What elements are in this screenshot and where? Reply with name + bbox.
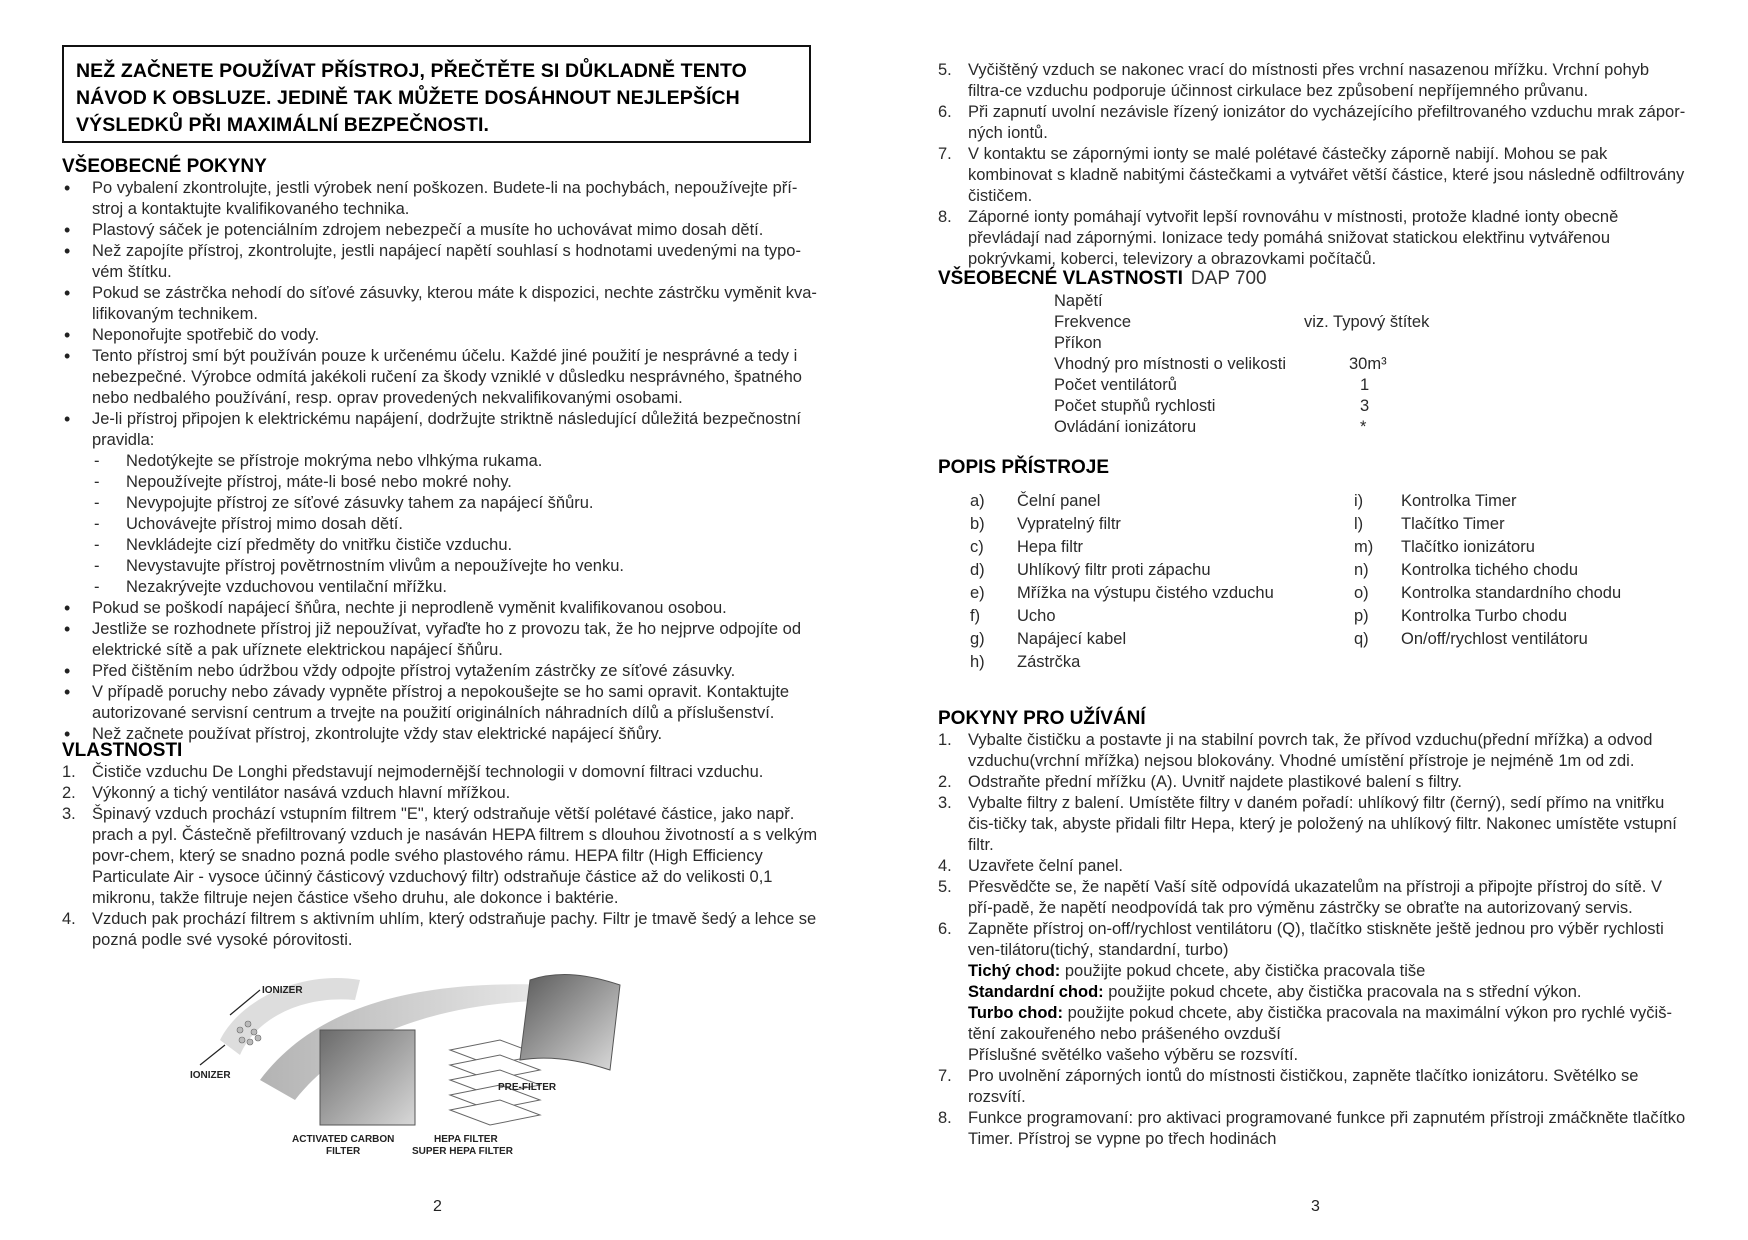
right-page <box>874 0 1748 1240</box>
list-item: - Nevkládejte cizí předměty do vnitřku čističe vzduchu. <box>94 536 513 554</box>
list-item: h) Zástrčka <box>970 653 1081 671</box>
list-item: m) Tlačítko ionizátoru <box>1354 538 1535 556</box>
list-item: 8. Funkce programovaní: pro aktivaci programované funkce při zapnutém přístroji zmáčkněte tlačítko Timer. Přístroj se vypne po třech hodinách <box>938 1109 1686 1148</box>
list-item: - Uchovávejte přístroj mimo dosah dětí. <box>94 515 403 533</box>
safety-rules <box>62 451 818 598</box>
list-item: • Než začnete používat přístroj, zkontrolujte vždy stav elektrické napájecí šňůry. <box>62 724 818 745</box>
specs-table <box>1054 291 1614 438</box>
list-item: - Nezakrývejte vzduchovou ventilační mřížku. <box>94 578 447 596</box>
carbon-label-1: ACTIVATED CARBON <box>292 1134 395 1145</box>
hepa-label-2: SUPER HEPA FILTER <box>412 1146 513 1157</box>
list-item: g) Napájecí kabel <box>970 630 1127 648</box>
usage-list <box>938 730 1690 1150</box>
description-heading: POPIS PŘÍSTROJE <box>938 457 1110 478</box>
list-item: - Nevypojujte přístroj ze síťové zásuvky tahem za napájecí šňůru. <box>94 494 594 512</box>
list-item: 7. Pro uvolnění záporných iontů do místnosti čističkou, zapněte tlačítko ionizátoru. Světélko se rozsvítí. <box>938 1067 1639 1106</box>
list-item: 6. Zapněte přístroj on-off/rychlost ventilátoru (Q), tlačítko stiskněte ještě jednou pro výběr rychlosti ven-tilátoru(tichý, standardní, turbo) <box>938 920 1664 959</box>
list-item: e) Mřížka na výstupu čistého vzduchu <box>970 584 1274 602</box>
list-item: 5. Přesvědčte se, že napětí Vaší sítě odpovídá ukazatelům na přístroji a připojte přístroj do sítě. V pří-padě, že napětí neodpovídá tak pro výměnu zástrčky se obraťte na autorizovaný servis. <box>938 878 1662 917</box>
ionizer-label-left: IONIZER <box>190 1070 231 1081</box>
spec-row: Vhodný pro místnosti o velikosti 30m³ <box>1054 355 1387 373</box>
list-item: 4. Uzavřete čelní panel. <box>938 857 1124 875</box>
list-item: d) Uhlíkový filtr proti zápachu <box>970 561 1211 579</box>
features-continued <box>938 60 1690 270</box>
mode-note: Příslušné světélko vašeho výběru se rozsvítí. <box>968 1046 1299 1064</box>
filtration-diagram <box>180 960 640 1170</box>
spec-row: Frekvence viz. Typový štítek <box>1054 313 1430 331</box>
page-number: 2 <box>433 1198 442 1215</box>
carbon-label-2: FILTER <box>326 1146 361 1157</box>
list-item: 5. Vyčištěný vzduch se nakonec vrací do místnosti přes vrchní nasazenou mřížku. Vrchní pohyb filtra-ce vzduchu podporuje účinnost cirkulace bez způsobení nepříjemného průvanu. <box>938 61 1650 100</box>
list-item: 1. Čističe vzduchu De Longhi představují nejmodernější technologii v domovní filtraci vzduchu. <box>62 763 764 781</box>
list-item: • Před čištěním nebo údržbou vždy odpojte přístroj vytažením zástrčky ze síťové zásuvky. <box>62 661 818 682</box>
list-item: • Jestliže se rozhodnete přístroj již nepoužívat, vyřaďte ho z provozu tak, že ho nejprve odpojíte od elektrické sítě a pak uříznete elektrickou napájecí šňůru. <box>62 619 818 661</box>
ionizer-label-top: IONIZER <box>262 985 303 996</box>
list-item: 2. Odstraňte přední mřížku (A). Uvnitř najdete plastikové balení s filtry. <box>938 773 1462 791</box>
features-list <box>62 762 818 951</box>
list-item: • Plastový sáček je potenciálním zdrojem nebezpečí a musíte ho uchovávat mimo dosah dětí. <box>62 220 818 241</box>
list-item: 2. Výkonný a tichý ventilátor nasává vzduch hlavní mřížkou. <box>62 784 511 802</box>
list-item: • Po vybalení zkontrolujte, jestli výrobek není poškozen. Budete-li na pochybách, nepoužívejte pří-stroj a kontaktujte kvalifikovaného technika. <box>62 178 818 220</box>
spec-row: Příkon <box>1054 334 1102 352</box>
list-item: 1. Vybalte čističku a postavte ji na stabilní povrch tak, že přívod vzduchu(přední mřížka) a odvod vzduchu(vrchní mřížka) nejsou blokovány. Vhodné umístění přístroje je nejméně 1m od zdi. <box>938 731 1653 770</box>
general-instructions-heading: VŠEOBECNÉ POKYNY <box>62 156 267 177</box>
list-item: q) On/off/rychlost ventilátoru <box>1354 630 1588 648</box>
spec-row: Ovládání ionizátoru * <box>1054 418 1367 436</box>
list-item: a) Čelní panel <box>970 492 1101 510</box>
list-item: o) Kontrolka standardního chodu <box>1354 584 1622 602</box>
usage-heading: POKYNY PRO UŽÍVÁNÍ <box>938 708 1146 729</box>
spec-row: Počet stupňů rychlosti 3 <box>1054 397 1370 415</box>
specs-heading: VŠEOBECNÉ VLASTNOSTI DAP 700 <box>938 268 1267 289</box>
speed-modes <box>938 961 1690 1066</box>
list-item: • V případě poruchy nebo závady vypněte přístroj a nepokoušejte se ho sami opravit. Kontaktujte autorizované servisní centrum a trvejte na použití originálních náhradních dílů a příslušenství. <box>62 682 818 724</box>
list-item: - Nevystavujte přístroj povětrnostním vlivům a nepoužívejte ho venku. <box>94 557 624 575</box>
list-item: 6. Při zapnutí uvolní nezávisle řízený ionizátor do vycházejícího přefiltrovaného vzduchu mrak zápor-ných iontů. <box>938 103 1686 142</box>
list-item: - Nedotýkejte se přístroje mokrýma nebo vlhkýma rukama. <box>94 452 543 470</box>
prefilter-shape <box>520 975 620 1070</box>
list-item: b) Vypratelný filtr <box>970 515 1121 533</box>
list-item: 3. Špinavý vzduch prochází vstupním filtrem "E", který odstraňuje větší polétavé částice, jako např. prach a pyl. Částečně přefiltrovaný vzduch je nasáván HEPA filtrem s dlouhou životností a s velkým povr-chem, který se snadno pozná podle svého plastového rámu. HEPA filtr (High Efficiency Particulate Air - vysoce účinný částicový vzduchový filtr) odstraňuje částice až do velikosti 0,1 mikronu, takže filtruje nejen částice všeho druhu, ale dokonce i baktérie. <box>62 805 818 907</box>
spec-row: Napětí <box>1054 292 1103 310</box>
hepa-label-1: HEPA FILTER <box>434 1134 498 1145</box>
list-item: i) Kontrolka Timer <box>1354 492 1517 510</box>
list-item: • Pokud se zástrčka nehodí do síťové zásuvky, kterou máte k dispozici, nechte zástrčku vyměnit kva-lifikovaným technikem. <box>62 283 818 325</box>
list-item: f) Ucho <box>970 607 1056 625</box>
list-item: 4. Vzduch pak prochází filtrem s aktivním uhlím, který odstraňuje pachy. Filtr je tmavě šedý a lehce se pozná podle své vysoké pórovitosti. <box>62 910 817 949</box>
carbon-filter-shape <box>320 1030 415 1125</box>
mode-item: Tichý chod: použijte pokud chcete, aby čistička pracovala tiše <box>968 962 1426 980</box>
list-item: p) Kontrolka Turbo chodu <box>1354 607 1568 625</box>
list-item: l) Tlačítko Timer <box>1354 515 1505 533</box>
page-number: 3 <box>1311 1198 1320 1215</box>
prefilter-label: PRE-FILTER <box>498 1082 557 1093</box>
list-item: 8. Záporné ionty pomáhají vytvořit lepší rovnováhu v místnosti, protože kladné ionty obecně převládají nad zápornými. Ionizace tedy pomáhá snižovat statickou elektřinu vytvářenou pokrývkami, koberci, televizory a obrazovkami počítačů. <box>938 208 1619 268</box>
list-item: 3. Vybalte filtry z balení. Umístěte filtry v daném pořadí: uhlíkový filtr (černý), sedí přímo na vnitřku čis-tičky tak, abyste přidali filtr Hepa, který je položený na uhlíkový filtr. Nakonec umístěte vstupní filtr. <box>938 794 1677 854</box>
list-item: c) Hepa filtr <box>970 538 1084 556</box>
warning-box: NEŽ ZAČNETE POUŽÍVAT PŘÍSTROJ, PŘEČTĚTE SI DŮKLADNĚ TENTO NÁVOD K OBSLUZE. JEDINĚ TAK MŮŽETE DOSÁHNOUT NEJLEPŠÍCH VÝSLEDKŮ PŘI MAXIMÁLNÍ BEZPEČNOSTI. <box>62 45 811 143</box>
list-item: - Nepoužívejte přístroj, máte-li bosé nebo mokré nohy. <box>94 473 512 491</box>
mode-item: Turbo chod: použijte pokud chcete, aby čistička pracovala na maximální výkon pro rychlé vyčiš-tění zakouřeného nebo prášeného ovzduší <box>968 1004 1672 1043</box>
features-heading: VLASTNOSTI <box>62 740 183 761</box>
list-item: • Neponořujte spotřebič do vody. <box>62 325 818 346</box>
mode-item: Standardní chod: použijte pokud chcete, aby čistička pracovala na s střední výkon. <box>968 983 1582 1001</box>
parts-list-left <box>970 491 1300 675</box>
list-item: • Než zapojíte přístroj, zkontrolujte, jestli napájecí napětí souhlasí s hodnotami uvedenými na typo-vém štítku. <box>62 241 818 283</box>
general-instructions <box>62 178 818 745</box>
parts-list-right <box>1354 491 1684 652</box>
list-item: • Pokud se poškodí napájecí šňůra, nechte ji neprodleně vyměnit kvalifikovanou osobou. <box>62 598 818 619</box>
list-item: • Je-li přístroj připojen k elektrickému napájení, dodržujte striktně následující důležitá bezpečnostní pravidla: <box>62 409 818 451</box>
list-item: n) Kontrolka tichého chodu <box>1354 561 1579 579</box>
model-name: DAP 700 <box>1190 268 1267 289</box>
list-item: • Tento přístroj smí být používán pouze k určenému účelu. Každé jiné použití je nesprávné a tedy i nebezpečné. Výrobce odmítá jakékoli ručení za škody vzniklé v důsledku nesprávného, špatného nebo nedbalého používání, resp. oprav provedených nekvalifikovanými osobami. <box>62 346 818 409</box>
spec-row: Počet ventilátorů 1 <box>1054 376 1370 394</box>
list-item: 7. V kontaktu se zápornými ionty se malé polétavé částečky záporně nabijí. Mohou se pak kombinovat s kladně nabitými částečkami a vytvářet větší částice, které jsou následně odfiltrovány čističem. <box>938 145 1685 205</box>
